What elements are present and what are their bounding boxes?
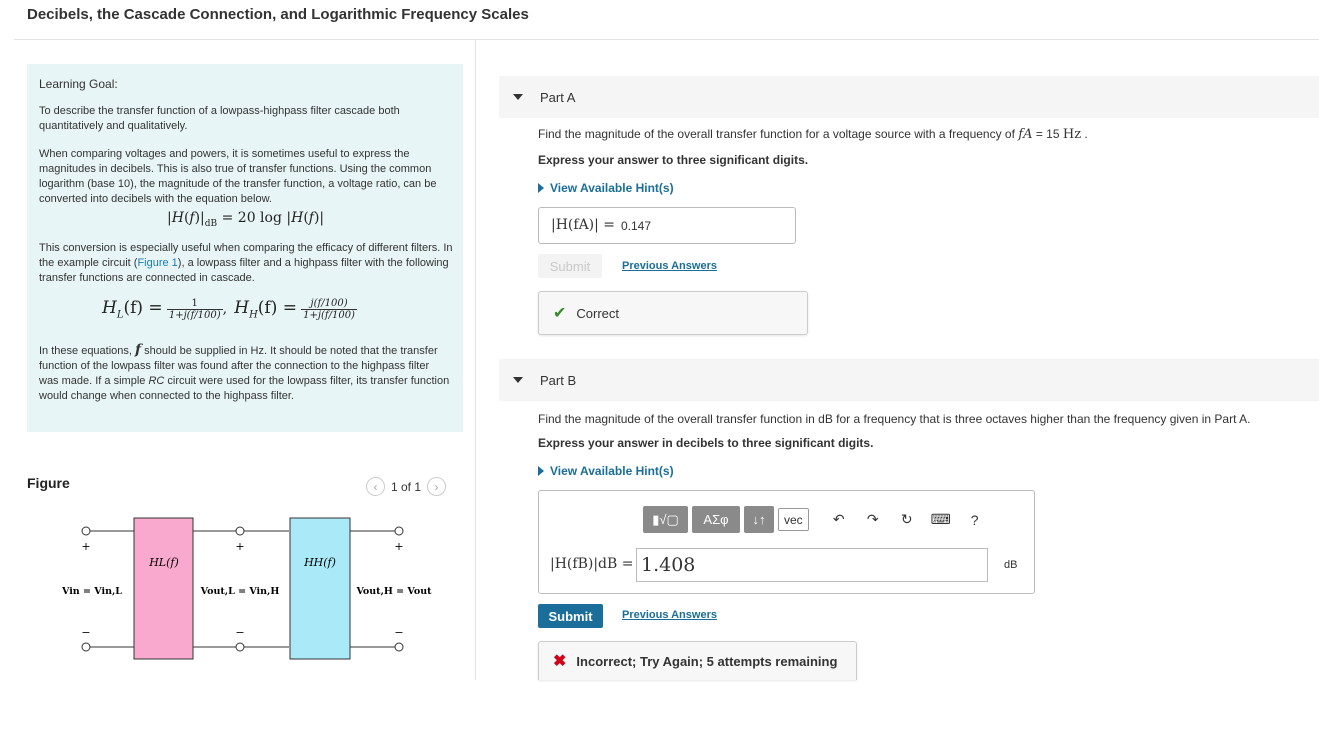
part-b-hints-text: View Available Hint(s) (550, 464, 674, 478)
decibel-equation (167, 210, 324, 229)
checkmark-icon: ✔ (553, 305, 567, 322)
hl-denominator: 1+j(f/100) (168, 310, 221, 321)
part-a-question: Find the magnitude of the overall transfer function for a voltage source with a frequency of fA = 15 Hz . (538, 127, 1088, 142)
previous-figure-button[interactable]: ‹ (366, 477, 385, 496)
input-minus: − (81, 626, 91, 639)
learning-goal-decibels-text: When comparing voltages and powers, it is sometimes useful to express the magnitudes in decibels. This is also true of transfer functions. Using the common logarithm (base 10), the magnitude of the transfer function, a voltage ratio, can be converted into decibels with the equation below. (39, 148, 437, 205)
learning-goal-intro: To describe the transfer function of a lowpass-highpass filter cascade both quantitatively and qualitatively. (39, 105, 400, 132)
expand-hint-icon (538, 466, 544, 476)
part-a-question-var: fA (1018, 127, 1033, 142)
part-a-answer-value: 0.147 (621, 219, 652, 233)
greek-symbols-button[interactable]: ΑΣφ (692, 506, 740, 533)
next-figure-button[interactable]: › (427, 477, 446, 496)
output-plus: + (394, 540, 404, 553)
part-a-hints-text: View Available Hint(s) (550, 181, 674, 195)
hl-symbol: H (102, 298, 117, 318)
part-a-hints-link[interactable] (538, 181, 674, 195)
collapse-caret-icon (513, 377, 523, 383)
keyboard-icon[interactable]: ⌨ (930, 511, 951, 527)
conversion-paragraph (39, 241, 457, 286)
undo-icon[interactable]: ↶ (832, 511, 845, 527)
part-b-title: Part B (540, 372, 577, 388)
highpass-label: HH(f) (304, 556, 336, 569)
notes-text-c: circuit were used for the lowpass filter, its transfer function would change when connected to the highpass filter. (39, 375, 450, 402)
part-a-previous-answers-link[interactable]: Previous Answers (622, 260, 717, 272)
decibel-equation-text: $|H(f)|_{dB} = 20$ log |H(f)| (167, 210, 325, 229)
vout-label: Vout,H = Vout (356, 586, 432, 597)
collapse-caret-icon (513, 94, 523, 100)
help-button[interactable]: ? (970, 511, 979, 528)
math-toolbar (643, 506, 995, 533)
middle-terminal-top (236, 527, 244, 535)
output-terminal-top (395, 527, 403, 535)
transfer-function-equations: $H_L(f)$ = $\frac{1}{1+j(f/100)}$ , $H_H(f)$ = $\frac{j(f/100)}{1+j(f/100)}$ (102, 298, 355, 321)
learning-goal-heading: Learning Goal: (39, 77, 118, 91)
cascade-circuit-diagram (40, 510, 460, 670)
part-b-hints-link[interactable] (538, 464, 674, 478)
middle-minus: − (235, 626, 245, 639)
part-b-feedback-text: Incorrect; Try Again; 5 attempts remaining (576, 653, 838, 669)
hh-subscript: H (249, 309, 258, 321)
input-terminal-top (82, 527, 90, 535)
part-a-question-unit: Hz (1062, 127, 1082, 142)
part-a-question-value: = 15 (1035, 127, 1060, 141)
equation-notes-paragraph (39, 343, 451, 404)
header-divider (14, 39, 1319, 40)
output-terminal-bottom (395, 643, 403, 651)
lowpass-block (134, 518, 193, 659)
part-a-feedback-text: Correct (576, 305, 620, 321)
figure-pager-text: 1 of 1 (391, 479, 422, 494)
part-a-answer-label: |H(fA)| = (551, 217, 616, 233)
incorrect-x-icon: ✖ (553, 653, 567, 670)
hl-arg: (f) = (123, 298, 163, 318)
output-minus: − (394, 626, 404, 639)
templates-button[interactable]: ▮√▢ (643, 506, 688, 533)
notes-rc: RC (148, 375, 165, 387)
subscript-superscript-button[interactable]: ↓↑ (744, 506, 774, 533)
middle-plus: + (235, 540, 245, 553)
input-terminal-bottom (82, 643, 90, 651)
part-b-unit: dB (1004, 559, 1018, 571)
part-a-answer-box (538, 207, 796, 244)
figure-pager (366, 477, 446, 496)
hh-arg: (f) = (257, 298, 298, 318)
column-divider (475, 40, 476, 680)
hl-subscript: L (116, 309, 124, 321)
part-a-title: Part A (540, 89, 576, 105)
reset-icon[interactable]: ↻ (900, 511, 913, 527)
figure-label: Figure (27, 475, 70, 491)
highpass-block (290, 518, 350, 659)
part-b-answer-input[interactable]: 1.408 (636, 548, 988, 582)
part-a-submit-button[interactable]: Submit (538, 254, 602, 278)
input-plus: + (81, 540, 91, 553)
notes-text-b: should be supplied in Hz. It should be noted that the transfer function of the lowpass filter was found after the connection to the highpass filter was made. If a simple (39, 345, 438, 387)
part-a-feedback (538, 291, 808, 335)
part-b-header[interactable] (499, 359, 1319, 401)
hh-denominator: 1+j(f/100) (303, 310, 355, 321)
expand-hint-icon (538, 183, 544, 193)
hh-numerator: j(f/100) (301, 298, 357, 310)
part-b-question: Find the magnitude of the overall transfer function in dB for a frequency that is three octaves higher than the frequency given in Part A. (538, 412, 1251, 426)
part-a-question-text: Find the magnitude of the overall transfer function for a voltage source with a frequency of (538, 127, 1015, 141)
part-b-answer-label: |H(fB)|dB = (550, 556, 634, 572)
notes-f-symbol: f (135, 342, 142, 358)
vin-label: Vin = Vin,L (61, 586, 123, 597)
part-a-header[interactable] (499, 76, 1319, 118)
figure-1-link[interactable]: Figure 1 (137, 257, 178, 269)
conversion-text-a: This conversion is especially useful when comparing the efficacy of different filters. In the example circuit ( (39, 242, 453, 269)
redo-icon[interactable]: ↷ (866, 511, 879, 527)
notes-text-a: In these equations, (39, 345, 136, 357)
page-title: Decibels, the Cascade Connection, and Logarithmic Frequency Scales (27, 6, 529, 23)
conversion-text-b: ), a lowpass filter and a highpass filter with the following transfer functions are connected in cascade. (39, 257, 449, 284)
part-a-instructions: Express your answer to three significant digits. (538, 153, 809, 167)
part-b-submit-button[interactable]: Submit (538, 604, 603, 628)
part-b-feedback (538, 641, 857, 680)
hl-numerator: 1 (167, 298, 223, 310)
vmid-label: Vout,L = Vin,H (200, 586, 280, 597)
part-b-instructions: Express your answer in decibels to three significant digits. (538, 436, 874, 450)
middle-terminal-bottom (236, 643, 244, 651)
hh-symbol: H (234, 298, 250, 318)
vector-button[interactable]: vec (778, 508, 809, 531)
part-b-previous-answers-link[interactable]: Previous Answers (622, 609, 717, 621)
lowpass-label: HL(f) (149, 556, 179, 569)
